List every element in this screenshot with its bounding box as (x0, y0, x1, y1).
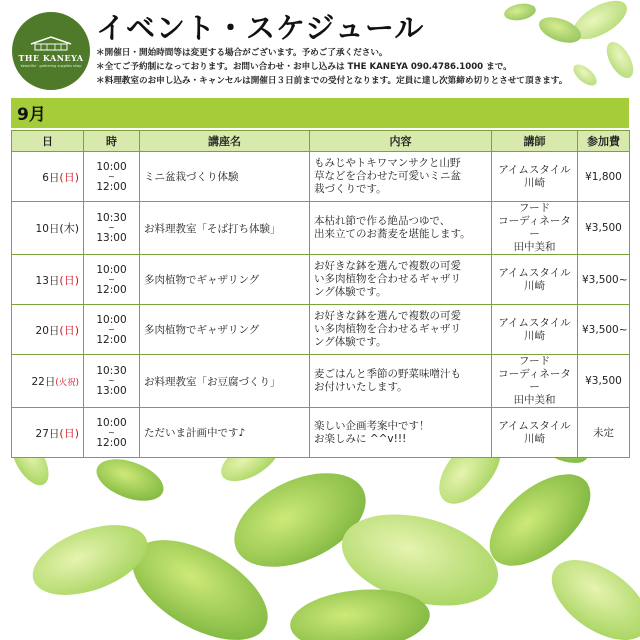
notice-item: ＊料理教室のお申し込み・キャンセルは開催日３日前までの受付となります。定員に達し次第締め切りとさせて頂きます。 (96, 76, 568, 86)
cell-time (84, 202, 140, 255)
content-line: お好きな鉢を選んで複数の可愛 (314, 260, 461, 272)
notice-item: ＊開催日・開始時間等は変更する場合がございます。予めご了承ください。 (96, 48, 388, 58)
day-of-week: (日) (59, 170, 79, 184)
cell-course: ただいま計画中です♪ (140, 408, 310, 458)
cell-course: ミニ盆栽づくり体験 (140, 152, 310, 202)
day-of-week: (日) (59, 273, 79, 287)
cell-course: お料理教室「お豆腐づくり」 (140, 355, 310, 408)
cell-day (12, 202, 84, 255)
cell-time (84, 305, 140, 355)
table-row (12, 408, 630, 458)
content-line: お楽しみに ^^v!!! (314, 432, 407, 445)
cell-fee: ¥3,500~ (578, 255, 630, 305)
notice-item: ＊全てご予約制になっております。お問い合わせ・お申し込みは THE KANEYA 090.4786.1000 まで。 (96, 62, 512, 72)
cell-day (12, 355, 84, 408)
cell-fee: 未定 (578, 408, 630, 458)
time-start: 10:00 (96, 313, 127, 326)
page-title: イベント・スケジュール (96, 11, 425, 45)
time-start: 10:00 (96, 416, 127, 429)
time-start: 10:30 (96, 212, 127, 224)
time-separator: ~ (108, 223, 115, 232)
teacher-line: アイムスタイル (498, 316, 571, 329)
header-course: 講座名 (140, 131, 310, 152)
cell-content (310, 408, 492, 458)
header-fee: 参加費 (578, 131, 630, 152)
cell-content (310, 255, 492, 305)
time-separator: ~ (108, 274, 115, 284)
cell-day (12, 152, 84, 202)
time-separator: ~ (108, 427, 115, 437)
teacher-line: フード (518, 355, 551, 367)
time-separator: ~ (108, 376, 115, 385)
time-end: 12:00 (96, 180, 127, 193)
table-row (12, 305, 630, 355)
teacher-line: アイムスタイル (498, 266, 571, 279)
time-start: 10:00 (96, 160, 127, 173)
teacher-line: コーディネーター (498, 368, 571, 393)
cell-teacher (492, 355, 578, 408)
cell-fee: ¥3,500 (578, 202, 630, 255)
header-time: 時 (84, 131, 140, 152)
time-end: 12:00 (96, 436, 127, 449)
day-number: 13日 (35, 274, 60, 287)
cell-course: お料理教室「そば打ち体験」 (140, 202, 310, 255)
teacher-line: 川崎 (524, 279, 545, 292)
content-line: い多肉植物を合わせるギャザリ (314, 273, 461, 285)
time-end: 13:00 (96, 232, 127, 244)
cell-day (12, 305, 84, 355)
logo-brand: THE KANEYA (18, 52, 84, 63)
cell-day (12, 408, 84, 458)
time-start: 10:00 (96, 263, 127, 276)
day-number: 10日 (35, 223, 60, 235)
cell-course: 多肉植物でギャザリング (140, 305, 310, 355)
cell-time (84, 408, 140, 458)
cell-teacher (492, 202, 578, 255)
content-line: ング体験です。 (314, 286, 387, 298)
cell-content (310, 355, 492, 408)
teacher-line: コーディネーター (498, 215, 571, 240)
cell-content (310, 202, 492, 255)
cell-teacher (492, 152, 578, 202)
content-line: 麦ごはんと季節の野菜味噌汁も (314, 368, 461, 380)
cell-fee: ¥1,800 (578, 152, 630, 202)
content-line: 栽づくりです。 (314, 183, 387, 195)
month-label: 9月 (17, 105, 46, 125)
table-row (12, 202, 630, 255)
content-line: ング体験です。 (314, 336, 387, 348)
table-row (12, 152, 630, 202)
time-start: 10:30 (96, 365, 127, 377)
day-number: 27日 (35, 427, 60, 440)
content-line: 出来立てのお蕎麦を堪能します。 (314, 228, 471, 240)
teacher-line: 川崎 (524, 329, 545, 342)
day-of-week: (木) (59, 222, 79, 235)
cell-time (84, 152, 140, 202)
teacher-line: 田中美和 (513, 241, 556, 253)
teacher-line: フード (518, 202, 551, 214)
teacher-line: 川崎 (524, 176, 545, 189)
day-of-week: (日) (59, 426, 79, 440)
teacher-line: アイムスタイル (498, 419, 571, 432)
time-end: 12:00 (96, 283, 127, 296)
day-number: 6日 (42, 171, 60, 184)
time-separator: ~ (108, 171, 115, 181)
cell-time (84, 255, 140, 305)
cell-fee: ¥3,500 (578, 355, 630, 408)
cell-teacher (492, 305, 578, 355)
day-number: 22日 (31, 375, 56, 388)
cell-course: 多肉植物でギャザリング (140, 255, 310, 305)
cell-day (12, 255, 84, 305)
kaneya-logo (12, 12, 90, 90)
day-number: 20日 (35, 324, 60, 337)
logo-tagline: beautiful · gathering supplies shop (20, 63, 82, 68)
day-of-week: (火祝) (55, 377, 79, 388)
time-end: 13:00 (96, 385, 127, 397)
cell-teacher (492, 255, 578, 305)
cell-fee: ¥3,500~ (578, 305, 630, 355)
content-line: 草などを合わせた可愛いミニ盆 (314, 170, 461, 182)
content-line: もみじやトキワマンサクと山野 (314, 157, 461, 169)
schedule-table (11, 130, 630, 458)
notice-list (96, 46, 636, 88)
cell-teacher (492, 408, 578, 458)
header-teacher: 講師 (492, 131, 578, 152)
content-line: 楽しい企画考案中です！ (314, 419, 430, 432)
day-of-week: (日) (59, 323, 79, 337)
teacher-line: 川崎 (524, 432, 545, 445)
teacher-line: アイムスタイル (498, 163, 571, 176)
time-end: 12:00 (96, 333, 127, 346)
house-icon (28, 35, 74, 51)
content-line: お付けいたします。 (314, 381, 408, 393)
header-day: 日 (12, 131, 84, 152)
month-header (11, 98, 629, 128)
table-row (12, 255, 630, 305)
header-content: 内容 (310, 131, 492, 152)
table-row (12, 355, 630, 408)
content-line: 本枯れ節で作る絶品つゆで、 (314, 215, 451, 227)
teacher-line: 田中美和 (513, 394, 556, 406)
content-line: お好きな鉢を選んで複数の可愛 (314, 310, 461, 322)
content-line: い多肉植物を合わせるギャザリ (314, 323, 461, 335)
time-separator: ~ (108, 324, 115, 334)
cell-content (310, 305, 492, 355)
cell-time (84, 355, 140, 408)
table-header-row (12, 131, 630, 152)
cell-content (310, 152, 492, 202)
